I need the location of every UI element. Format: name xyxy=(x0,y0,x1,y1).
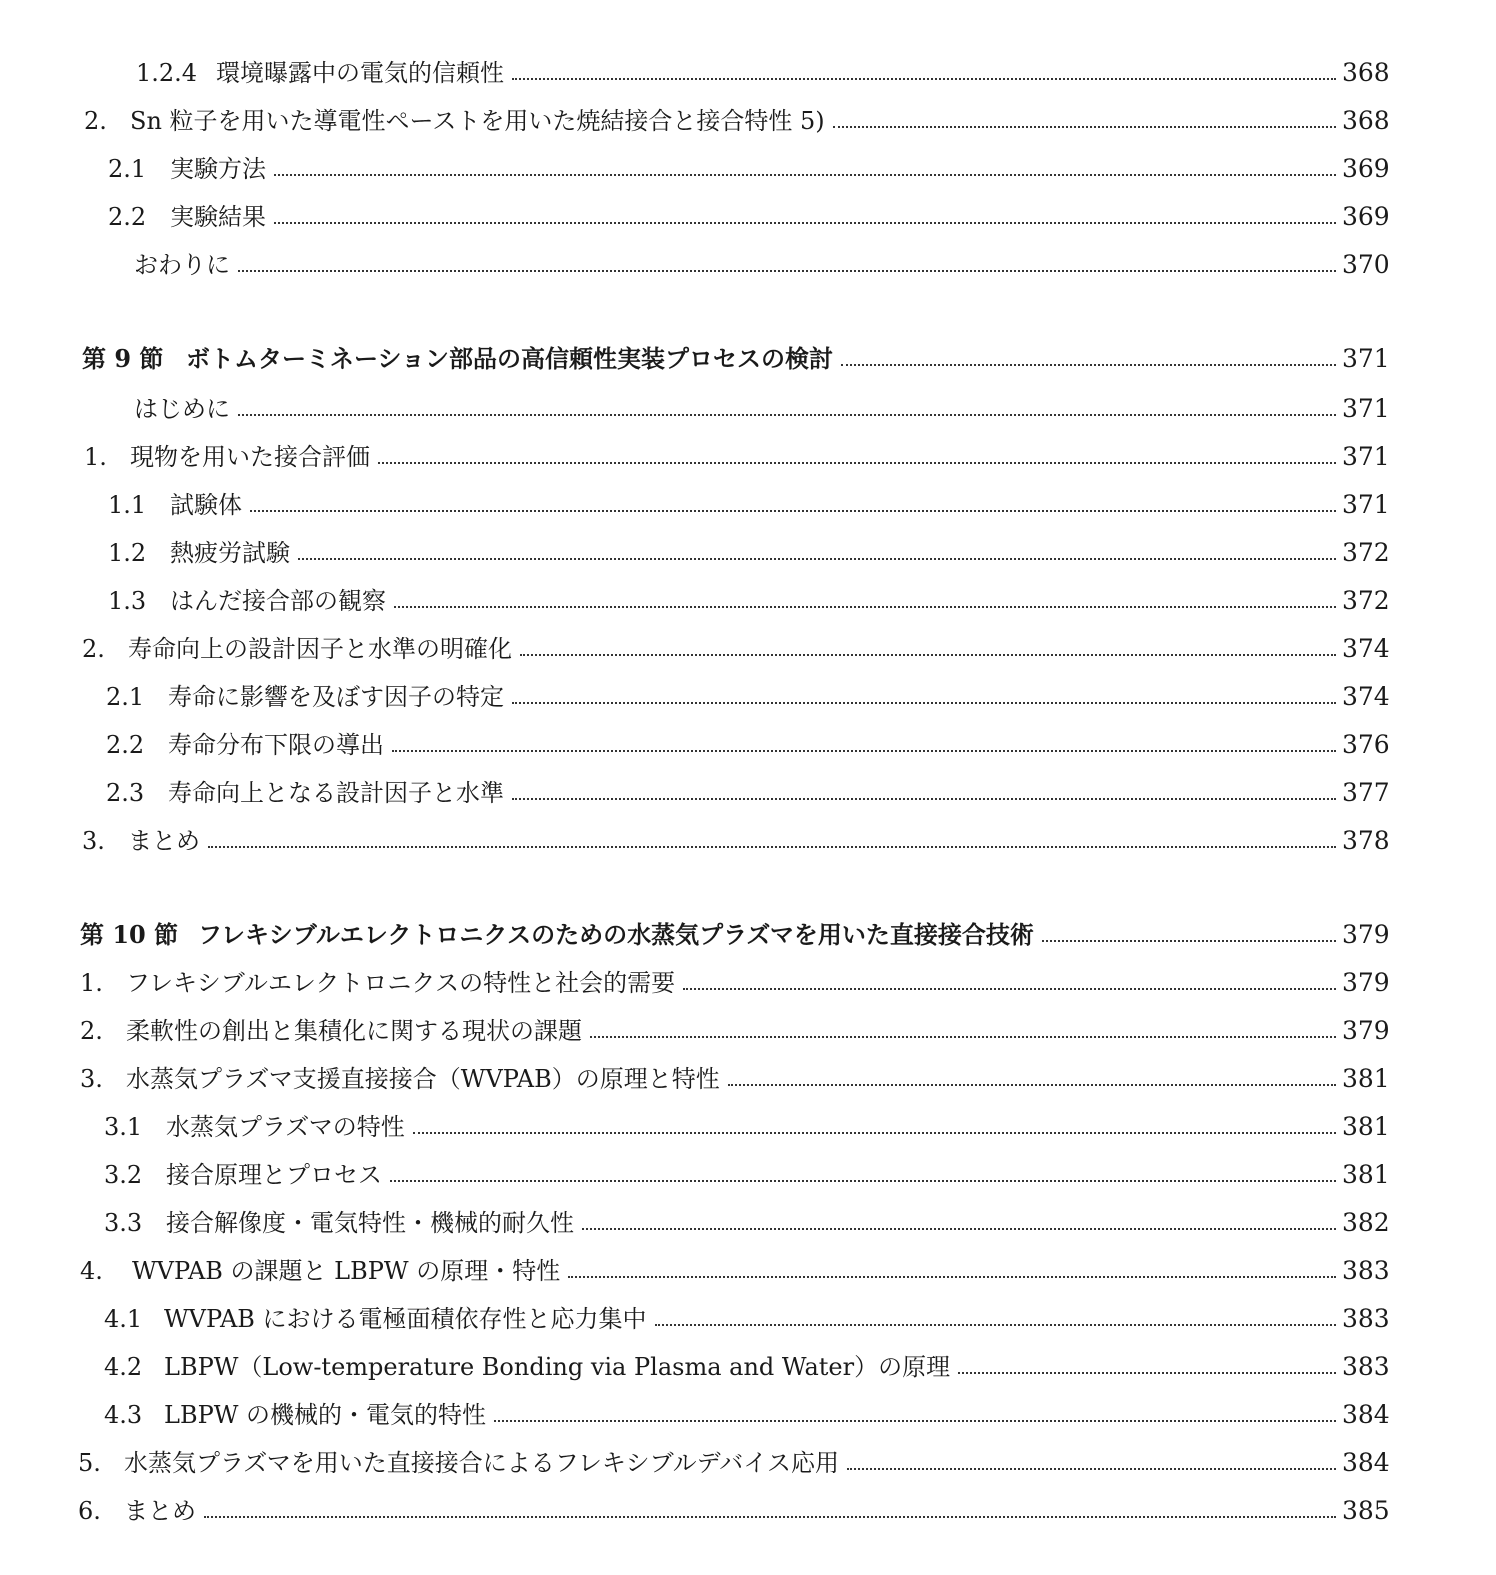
entry-number: 4.2 xyxy=(104,1353,143,1381)
entry-title: はんだ接合部の観察 xyxy=(170,587,386,615)
entry-page: 372 xyxy=(1342,586,1390,615)
dot-leader xyxy=(520,654,1336,656)
entry-page: 379 xyxy=(1342,920,1390,949)
entry-page: 384 xyxy=(1342,1448,1390,1477)
entry-title: おわりに xyxy=(134,251,230,279)
entry-page: 381 xyxy=(1342,1112,1390,1141)
entry-number: 2.3 xyxy=(106,779,145,807)
toc-entry xyxy=(106,664,1388,712)
entry-number: 3.1 xyxy=(104,1113,143,1141)
dot-leader xyxy=(841,364,1336,366)
toc-entry xyxy=(104,1094,1388,1142)
entry-page: 383 xyxy=(1342,1256,1390,1285)
dot-leader xyxy=(274,174,1336,176)
entry-page: 368 xyxy=(1342,106,1390,135)
dot-leader xyxy=(512,78,1336,80)
entry-title: 実験結果 xyxy=(170,203,266,231)
entry-number: 1. xyxy=(84,443,107,471)
entry-title: LBPW の機械的・電気的特性 xyxy=(164,1401,487,1429)
entry-title: まとめ xyxy=(124,1497,196,1525)
section-title: フレキシブルエレクトロニクスのための水蒸気プラズマを用いた直接接合技術 xyxy=(198,920,1034,949)
entry-page: 371 xyxy=(1342,442,1390,471)
entry-title: 実験方法 xyxy=(170,155,266,183)
entry-number: 1.1 xyxy=(108,491,147,519)
entry-page: 374 xyxy=(1342,634,1390,663)
toc-entry xyxy=(108,520,1388,568)
section-number: 第 9 節 xyxy=(82,344,164,373)
toc-entry xyxy=(82,616,1388,664)
entry-number: 3.3 xyxy=(104,1209,143,1237)
dot-leader xyxy=(390,1180,1336,1182)
dot-leader xyxy=(958,1372,1336,1374)
dot-leader xyxy=(683,988,1336,990)
toc-entry xyxy=(80,1046,1388,1094)
entry-title: 接合解像度・電気特性・機械的耐久性 xyxy=(166,1209,574,1237)
entry-title: 試験体 xyxy=(170,491,242,519)
dot-leader xyxy=(512,702,1336,704)
dot-leader xyxy=(378,462,1336,464)
toc-entry xyxy=(84,88,1388,136)
entry-number: 1.2.4 xyxy=(136,59,198,87)
toc-entry xyxy=(106,760,1388,808)
entry-page: 369 xyxy=(1342,202,1390,231)
entry-page: 379 xyxy=(1342,968,1390,997)
entry-number: 3.2 xyxy=(104,1161,143,1189)
entry-number: 4. xyxy=(80,1257,103,1285)
toc-entry xyxy=(108,472,1388,520)
entry-page: 370 xyxy=(1342,250,1390,279)
entry-number: 2.1 xyxy=(106,683,145,711)
entry-title: 寿命向上の設計因子と水準の明確化 xyxy=(128,635,512,663)
entry-number: 5. xyxy=(78,1449,101,1477)
dot-leader xyxy=(394,606,1336,608)
entry-page: 377 xyxy=(1342,778,1390,807)
dot-leader xyxy=(494,1420,1336,1422)
toc-entry xyxy=(80,1238,1388,1286)
section-title: ボトムターミネーション部品の高信頼性実装プロセスの検討 xyxy=(186,344,834,373)
entry-number: 6. xyxy=(78,1497,101,1525)
entry-title: 柔軟性の創出と集積化に関する現状の課題 xyxy=(126,1017,582,1045)
toc-entry xyxy=(104,1190,1388,1238)
entry-page: 371 xyxy=(1342,394,1390,423)
dot-leader xyxy=(208,846,1336,848)
entry-number: 2.2 xyxy=(106,731,145,759)
section-heading xyxy=(80,902,1388,950)
entry-page: 381 xyxy=(1342,1064,1390,1093)
dot-leader xyxy=(833,126,1336,128)
toc-entry xyxy=(104,1286,1388,1334)
entry-number: 2. xyxy=(80,1017,103,1045)
toc-entry xyxy=(78,1478,1388,1526)
entry-title: 寿命向上となる設計因子と水準 xyxy=(168,779,504,807)
entry-number: 3. xyxy=(82,827,105,855)
entry-page: 371 xyxy=(1342,490,1390,519)
entry-number: 2.2 xyxy=(108,203,147,231)
entry-title: 現物を用いた接合評価 xyxy=(130,443,370,471)
toc-entry xyxy=(104,1382,1388,1430)
toc-entry xyxy=(108,568,1388,616)
entry-number: 2. xyxy=(84,107,107,135)
entry-title: 寿命分布下限の導出 xyxy=(168,731,384,759)
toc-entry xyxy=(80,998,1388,1046)
entry-page: 383 xyxy=(1342,1352,1390,1381)
dot-leader xyxy=(238,414,1336,416)
dot-leader xyxy=(582,1228,1336,1230)
entry-page: 382 xyxy=(1342,1208,1390,1237)
entry-page: 372 xyxy=(1342,538,1390,567)
dot-leader xyxy=(204,1516,1336,1518)
entry-title: 熱疲労試験 xyxy=(170,539,290,567)
entry-title: 寿命に影響を及ぼす因子の特定 xyxy=(168,683,504,711)
entry-title: LBPW（Low-temperature Bonding via Plasma and Water）の原理 xyxy=(164,1353,951,1381)
toc-entry xyxy=(104,1334,1388,1382)
entry-page: 378 xyxy=(1342,826,1390,855)
entry-title: まとめ xyxy=(128,827,200,855)
toc-entry xyxy=(108,184,1388,232)
entry-number: 1. xyxy=(80,969,103,997)
dot-leader xyxy=(392,750,1336,752)
entry-page: 368 xyxy=(1342,58,1390,87)
toc-entry xyxy=(134,376,1388,424)
section-number: 第 10 節 xyxy=(80,920,179,949)
entry-page: 369 xyxy=(1342,154,1390,183)
entry-page: 383 xyxy=(1342,1304,1390,1333)
dot-leader xyxy=(413,1132,1336,1134)
toc-entry xyxy=(78,1430,1388,1478)
entry-title: はじめに xyxy=(134,395,230,423)
entry-title: 水蒸気プラズマの特性 xyxy=(166,1113,405,1141)
entry-page: 379 xyxy=(1342,1016,1390,1045)
entry-number: 1.3 xyxy=(108,587,147,615)
entry-number: 2. xyxy=(82,635,105,663)
entry-title: フレキシブルエレクトロニクスの特性と社会的需要 xyxy=(126,969,676,997)
dot-leader xyxy=(847,1468,1336,1470)
entry-page: 374 xyxy=(1342,682,1390,711)
entry-number: 1.2 xyxy=(108,539,147,567)
entry-number: 4.3 xyxy=(104,1401,143,1429)
entry-title: 水蒸気プラズマを用いた直接接合によるフレキシブルデバイス応用 xyxy=(124,1449,839,1477)
dot-leader xyxy=(250,510,1336,512)
toc-entry xyxy=(80,950,1388,998)
dot-leader xyxy=(298,558,1336,560)
entry-title: Sn 粒子を用いた導電性ペーストを用いた焼結接合と接合特性 5) xyxy=(130,107,825,135)
dot-leader xyxy=(274,222,1336,224)
toc-entry xyxy=(108,136,1388,184)
entry-page: 371 xyxy=(1342,344,1390,373)
entry-title: 水蒸気プラズマ支援直接接合（WVPAB）の原理と特性 xyxy=(126,1065,720,1093)
entry-page: 376 xyxy=(1342,730,1390,759)
dot-leader xyxy=(238,270,1336,272)
entry-number: 4.1 xyxy=(104,1305,143,1333)
dot-leader xyxy=(1042,940,1336,942)
toc-entry xyxy=(84,424,1388,472)
toc-entry xyxy=(106,712,1388,760)
dot-leader xyxy=(655,1324,1336,1326)
entry-page: 384 xyxy=(1342,1400,1390,1429)
section-heading xyxy=(82,326,1388,374)
dot-leader xyxy=(568,1276,1336,1278)
entry-title: WVPAB の課題と LBPW の原理・特性 xyxy=(132,1257,561,1285)
dot-leader xyxy=(512,798,1336,800)
entry-number: 3. xyxy=(80,1065,103,1093)
entry-page: 381 xyxy=(1342,1160,1390,1189)
entry-page: 385 xyxy=(1342,1496,1390,1525)
toc-entry xyxy=(82,808,1388,856)
entry-number: 2.1 xyxy=(108,155,147,183)
dot-leader xyxy=(590,1036,1336,1038)
toc-entry xyxy=(104,1142,1388,1190)
entry-title: 接合原理とプロセス xyxy=(166,1161,382,1189)
toc-entry xyxy=(136,40,1388,88)
entry-title: 環境曝露中の電気的信頼性 xyxy=(216,59,504,87)
dot-leader xyxy=(728,1084,1336,1086)
toc-entry xyxy=(134,232,1388,280)
entry-title: WVPAB における電極面積依存性と応力集中 xyxy=(164,1305,647,1333)
